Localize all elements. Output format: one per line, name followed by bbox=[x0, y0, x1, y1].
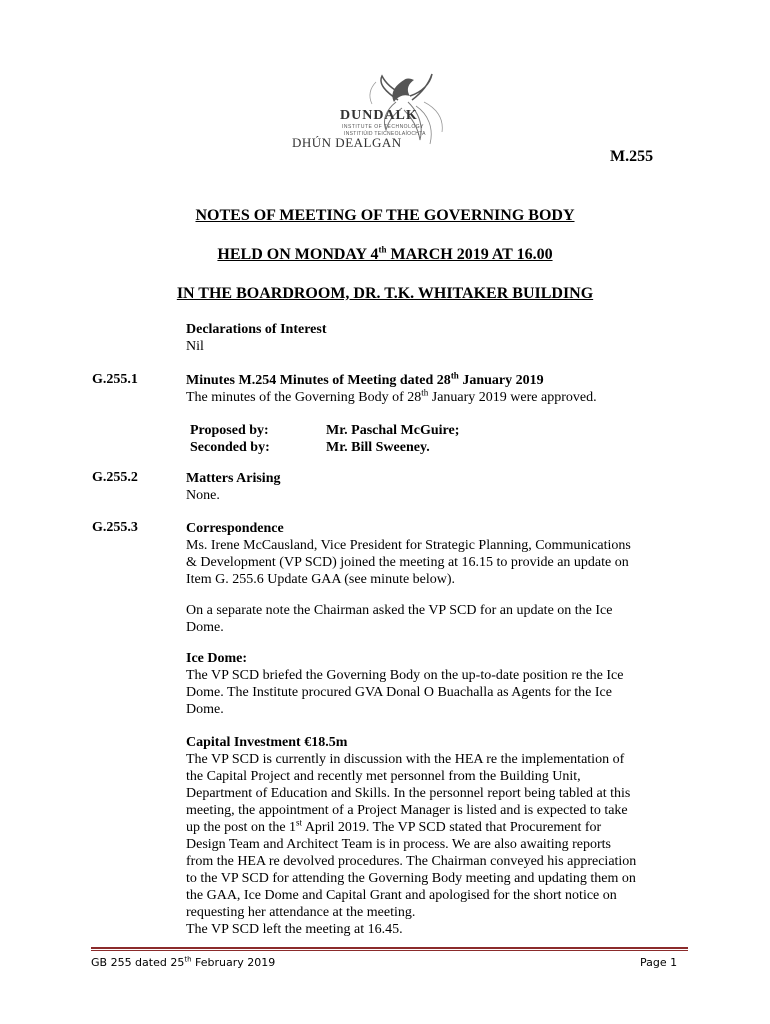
capital-investment-section bbox=[186, 734, 686, 938]
ice-dome-note bbox=[186, 602, 686, 636]
text-line: to the VP SCD for attending the Governing Body meeting and updating them on bbox=[186, 871, 636, 886]
minute-reference: M.255 bbox=[610, 148, 654, 165]
text-line: the GAA, Ice Dome and Capital Grant and apologised for the short notice on bbox=[186, 888, 617, 903]
section-heading: Minutes M.254 Minutes of Meeting dated 28th January 2019 bbox=[186, 370, 544, 388]
text-line: The VP SCD is currently in discussion with the HEA re the implementation of bbox=[186, 752, 625, 767]
logo-name: DUNDALK bbox=[340, 108, 418, 123]
footer-rule-thin bbox=[91, 950, 688, 951]
item-number: G.255.1 bbox=[92, 372, 138, 387]
text-line: Ms. Irene McCausland, Vice President for Strategic Planning, Communications bbox=[186, 538, 631, 553]
text-line: from the HEA re devolved procedures. The Chairman conveyed his appreciation bbox=[186, 854, 637, 869]
logo-irish-name: DHÚN DEALGAN bbox=[292, 135, 402, 150]
footer-page-number: Page 1 bbox=[640, 956, 678, 969]
text-line: Dome. bbox=[186, 702, 224, 717]
logo-subtitle: INSTITUTE OF TECHNOLOGY bbox=[342, 124, 424, 130]
text-line: Dome. bbox=[186, 620, 224, 635]
item-number: G.255.3 bbox=[92, 520, 138, 535]
matters-arising-section bbox=[186, 470, 686, 504]
institute-logo bbox=[286, 72, 456, 152]
sub-heading: Capital Investment €18.5m bbox=[186, 735, 348, 750]
meeting-location-heading: IN THE BOARDROOM, DR. T.K. WHITAKER BUILDING bbox=[176, 285, 594, 302]
correspondence-section bbox=[186, 520, 686, 588]
logo-subtitle-irish: INSTITIÚID TEICNEOLAÍOCHTA bbox=[344, 131, 426, 137]
text-line: Department of Education and Skills. In the personnel report being tabled at this bbox=[186, 786, 631, 801]
text-line: On a separate note the Chairman asked the VP SCD for an update on the Ice bbox=[186, 603, 613, 618]
section-heading: Declarations of Interest bbox=[186, 322, 327, 337]
text-line: The VP SCD left the meeting at 16.45. bbox=[186, 922, 403, 937]
proposed-label: Proposed by: bbox=[190, 423, 269, 438]
document-title: NOTES OF MEETING OF THE GOVERNING BODY bbox=[195, 207, 575, 224]
text-line: & Development (VP SCD) joined the meeting at 16.15 to provide an update on bbox=[186, 555, 629, 570]
text-line: The VP SCD briefed the Governing Body on the up-to-date position re the Ice bbox=[186, 668, 624, 683]
section-heading: Matters Arising bbox=[186, 471, 281, 486]
text-line: Dome. The Institute procured GVA Donal O Buachalla as Agents for the Ice bbox=[186, 685, 612, 700]
footer-document-ref: GB 255 dated 25th February 2019 bbox=[91, 955, 276, 969]
proposed-value: Mr. Paschal McGuire; bbox=[326, 423, 460, 438]
section-text: The minutes of the Governing Body of 28th January 2019 were approved. bbox=[186, 387, 597, 405]
ice-dome-section bbox=[186, 650, 686, 718]
minutes-section bbox=[186, 372, 686, 406]
section-heading: Correspondence bbox=[186, 521, 284, 536]
text-line: requesting her attendance at the meeting. bbox=[186, 905, 416, 920]
item-number: G.255.2 bbox=[92, 470, 138, 485]
text-line: up the post on the 1st April 2019. The VP SCD stated that Procurement for bbox=[186, 817, 602, 835]
text-line: meeting, the appointment of a Project Manager is listed and is expected to take bbox=[186, 803, 628, 818]
section-text: Nil bbox=[186, 339, 204, 354]
text-line: the Capital Project and recently met personnel from the Building Unit, bbox=[186, 769, 581, 784]
section-text: None. bbox=[186, 488, 220, 503]
text-line: Item G. 255.6 Update GAA (see minute below). bbox=[186, 572, 456, 587]
seconded-value: Mr. Bill Sweeney. bbox=[326, 440, 430, 455]
seconded-label: Seconded by: bbox=[190, 440, 270, 455]
footer-rule bbox=[91, 947, 688, 949]
meeting-date-heading: HELD ON MONDAY 4th MARCH 2019 AT 16.00 bbox=[217, 244, 553, 263]
declarations-section bbox=[186, 321, 686, 355]
text-line: Design Team and Architect Team is in process. We are also awaiting reports bbox=[186, 837, 611, 852]
sub-heading: Ice Dome: bbox=[186, 651, 248, 666]
